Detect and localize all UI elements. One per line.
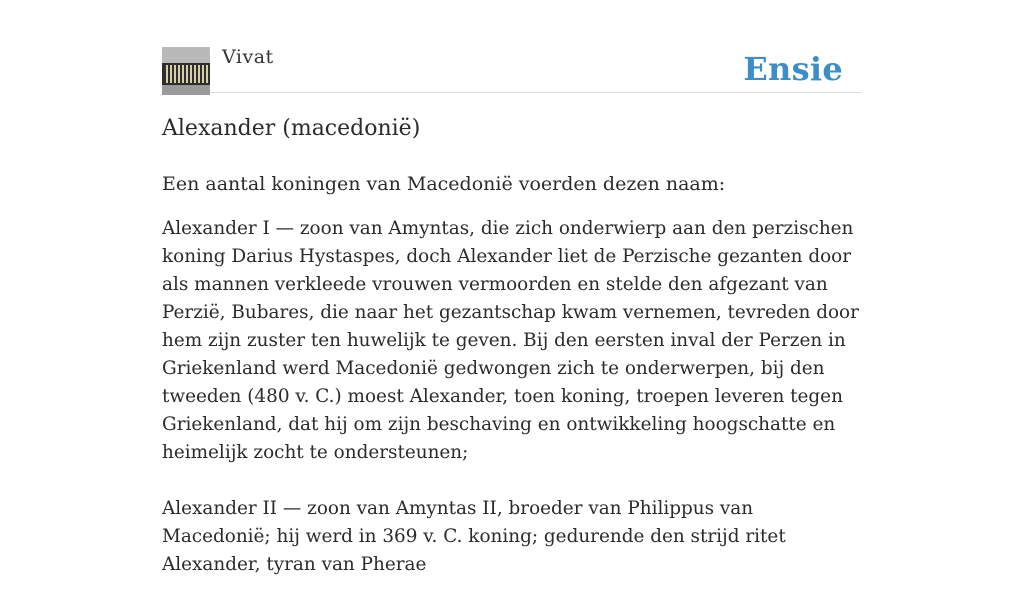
article-body bbox=[162, 215, 864, 607]
article-paragraph: Alexander I — zoon van Amyntas, die zich onderwierp aan den perzischen koning Darius Hystaspes, doch Alexander liet de Perzische gezanten door als mannen verkleede vrouwen vermoorden en stelde den afgezant van Perzië, Bubares, die naar het gezantschap kwam vernemen, tevreden door hem zijn zuster ten huwelijk te geven. Bij den eersten inval der Perzen in Griekenland werd Macedonië gedwongen zich te onderwerpen, bij den tweeden (480 v. C.) moest Alexander, toen koning, troepen leveren tegen Griekenland, dat hij om zijn beschaving en ontwikkeling hoogschatte en heimelijk zocht te ondersteunen; bbox=[162, 218, 859, 463]
article-title: Alexander (macedonië) bbox=[162, 116, 421, 141]
brand-logo[interactable]: Ensie bbox=[743, 50, 843, 88]
header bbox=[162, 0, 862, 93]
author-name[interactable]: Vivat bbox=[222, 46, 274, 68]
page bbox=[162, 0, 862, 575]
article-paragraph: Alexander II — zoon van Amyntas II, broeder van Philippus van Macedonië; hij werd in 369 v. C. koning; gedurende den strijd ritet Alexander, tyran van Pherae bbox=[162, 498, 786, 575]
avatar-image-icon bbox=[162, 47, 210, 95]
avatar[interactable] bbox=[162, 47, 210, 95]
article-intro: Een aantal koningen van Macedonië voerden dezen naam: bbox=[162, 173, 726, 195]
